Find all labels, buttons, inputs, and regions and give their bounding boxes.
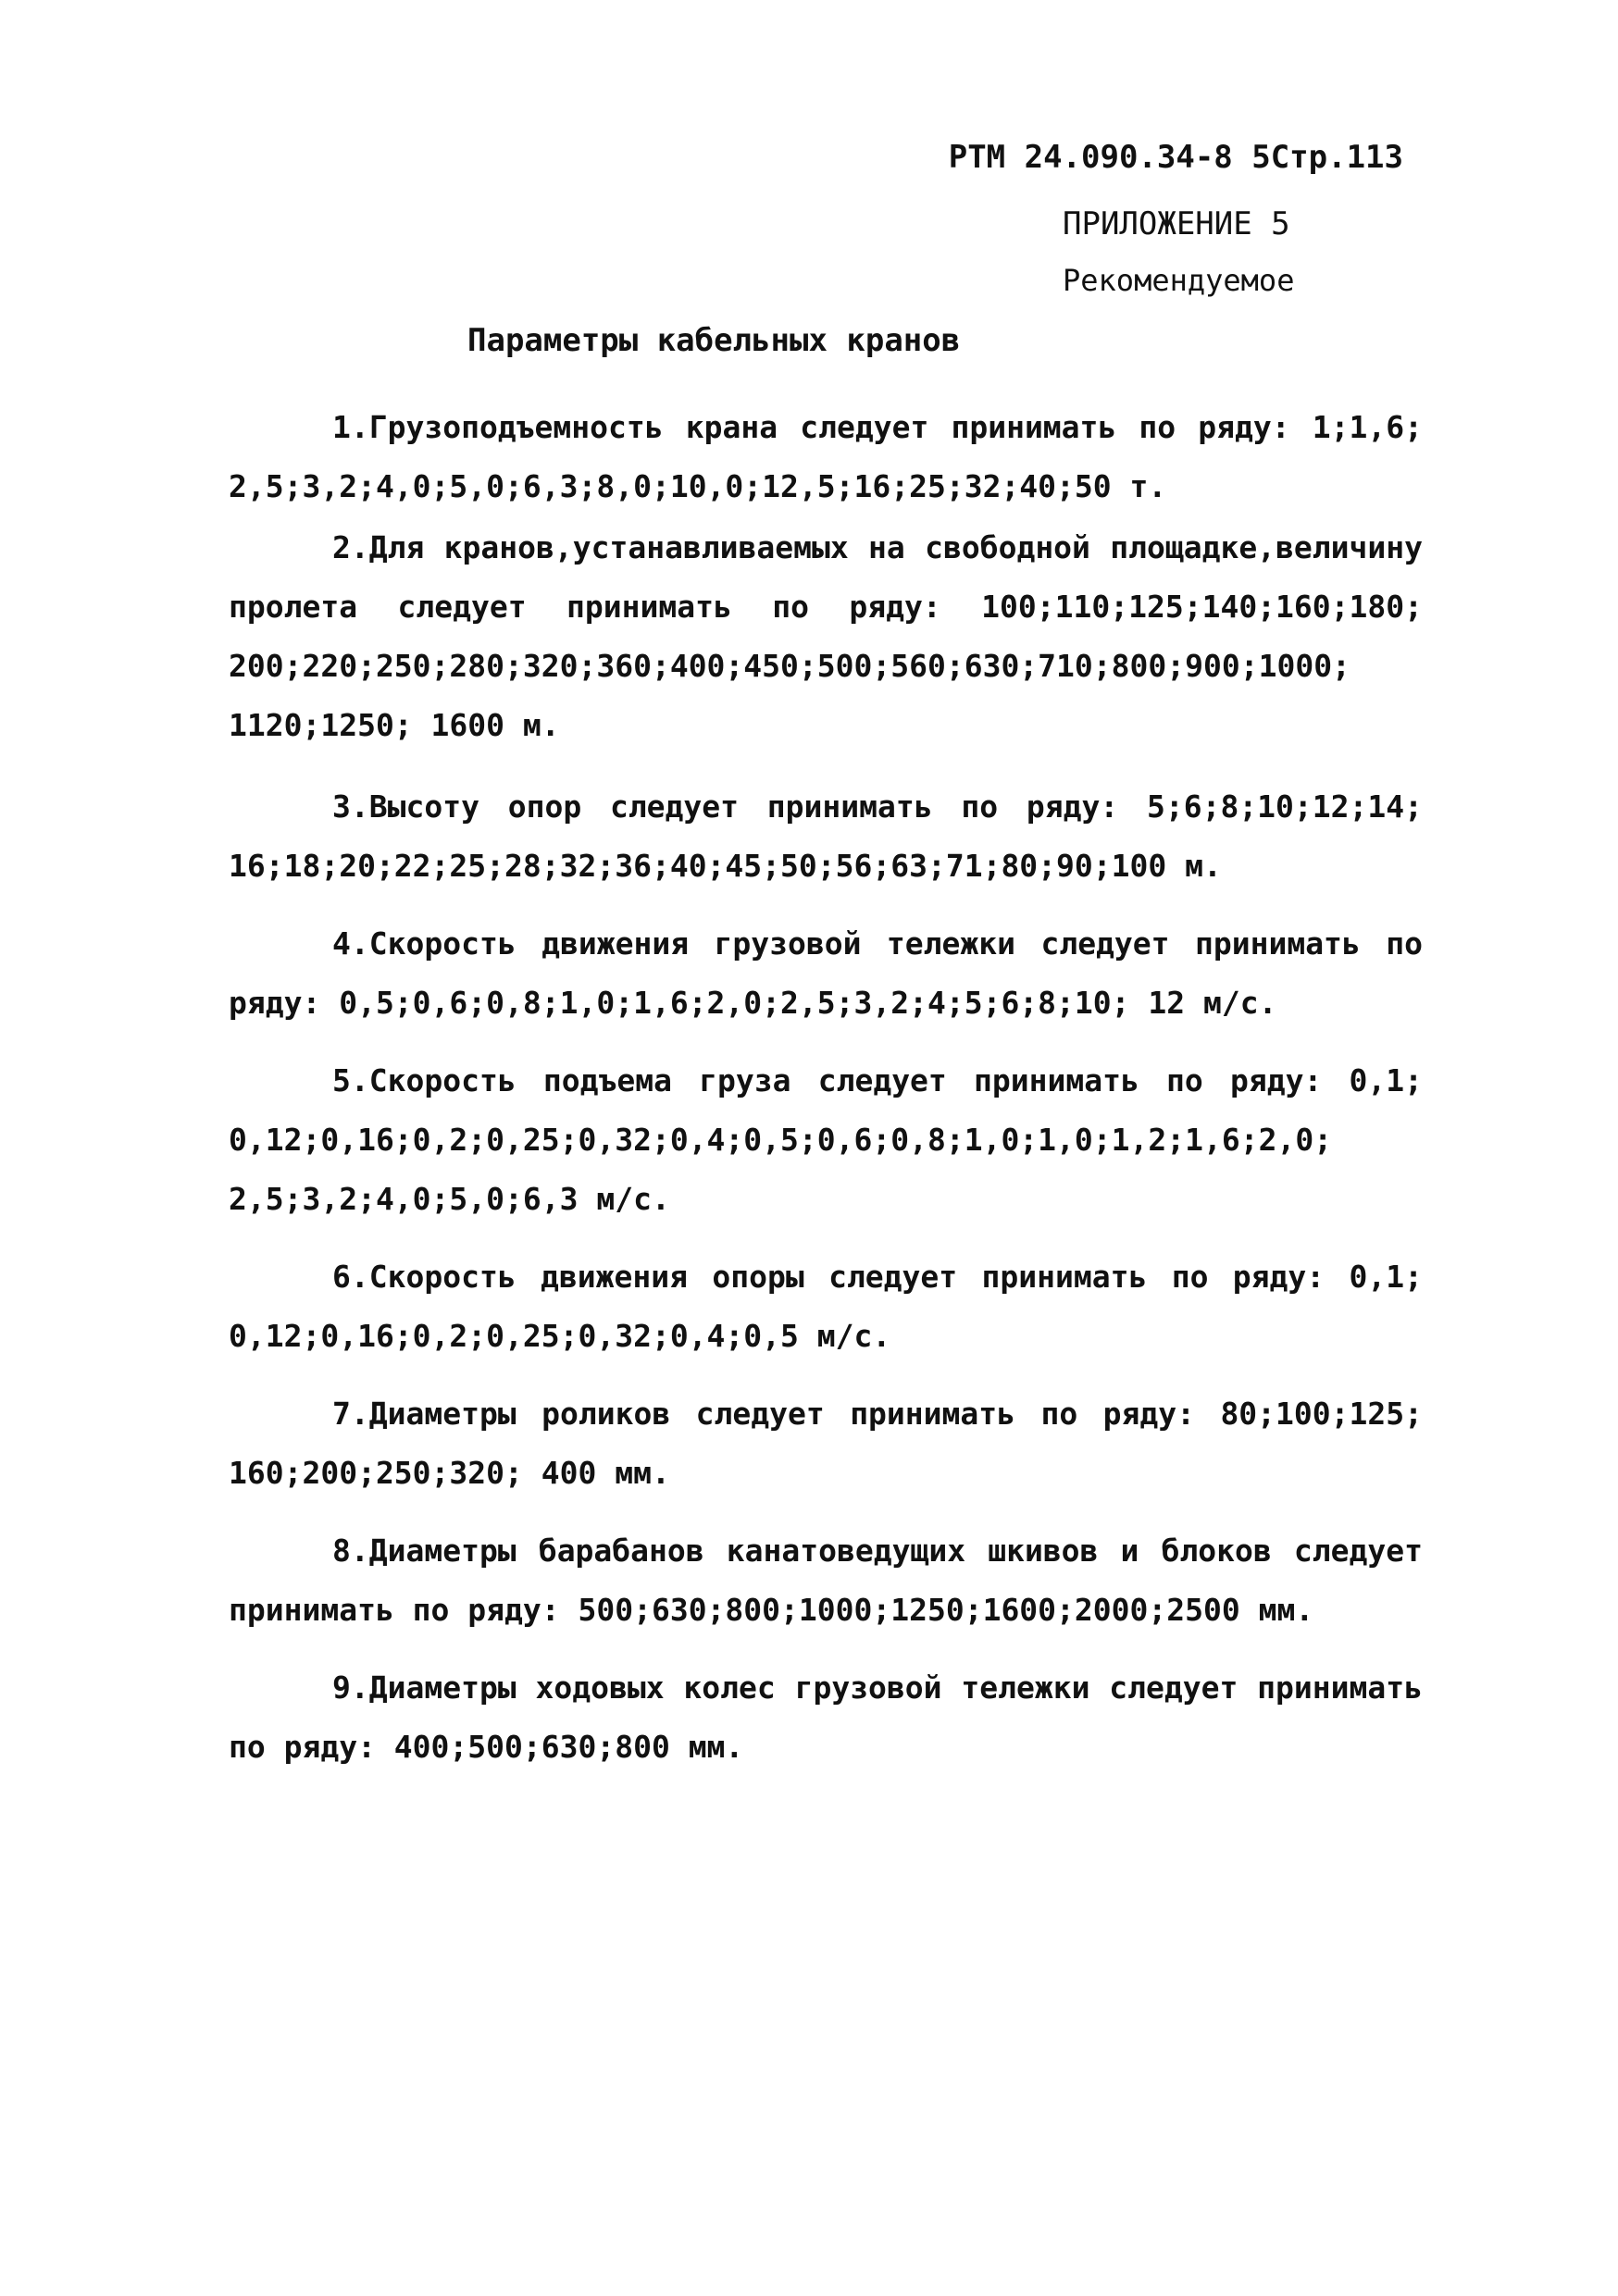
paragraph-trolley-speed: 4.Скорость движения грузовой тележки следует принимать по ряду: 0,5;0,6;0,8;1,0;1,6;2,0;2,5;3,2;4;5;6;8;10; 12 м/с. [229, 925, 1423, 1021]
paragraph-drum-diameters: 8.Диаметры барабанов канатоведущих шкивов и блоков следует принимать по ряду: 500;630;800;1000;1250;1600;2000;2500 мм. [229, 1533, 1423, 1628]
paragraph-support-height: 3.Высоту опор следует принимать по ряду: 5;6;8;10;12;14; 16;18;20;22;25;28;32;36;40;45;50;56;63;71;80;90;100 м. [229, 788, 1423, 884]
recommended-label: Рекомендуемое [1063, 263, 1295, 298]
paragraph-lifting-speed: 5.Скорость подъема груза следует принимать по ряду: 0,1; 0,12;0,16;0,2;0,25;0,32;0,4;0,5;0,6;0,8;1,0;1,0;1,2;1,6;2,0; 2,5;3,2;4,0;5,0;6,3 м/с. [229, 1062, 1423, 1217]
document-code: РТМ 24.090.34-8 5Стр.113 [948, 139, 1403, 176]
page-title: Параметры кабельных кранов [467, 322, 961, 359]
paragraph-support-speed: 6.Скорость движения опоры следует принимать по ряду: 0,1; 0,12;0,16;0,2;0,25;0,32;0,4;0,5 м/с. [229, 1259, 1423, 1354]
paragraph-roller-diameters: 7.Диаметры роликов следует принимать по ряду: 80;100;125; 160;200;250;320; 400 мм. [229, 1396, 1423, 1491]
paragraph-wheel-diameters: 9.Диаметры ходовых колес грузовой тележки следует принимать по ряду: 400;500;630;800 мм. [229, 1669, 1423, 1765]
appendix-label: ПРИЛОЖЕНИЕ 5 [1063, 205, 1290, 242]
paragraph-span: 2.Для кранов,устанавливаемых на свободной площадке,величину пролета следует принимать по ряду: 100;110;125;140;160;180; 200;220;250;280;320;360;400;450;500;560;630;710;800;900;1000; 1120;1250; 1600 м. [229, 529, 1423, 743]
paragraph-load-capacity: 1.Грузоподъемность крана следует принимать по ряду: 1;1,6; 2,5;3,2;4,0;5,0;6,3;8,0;10,0;12,5;16;25;32;40;50 т. [229, 409, 1423, 504]
